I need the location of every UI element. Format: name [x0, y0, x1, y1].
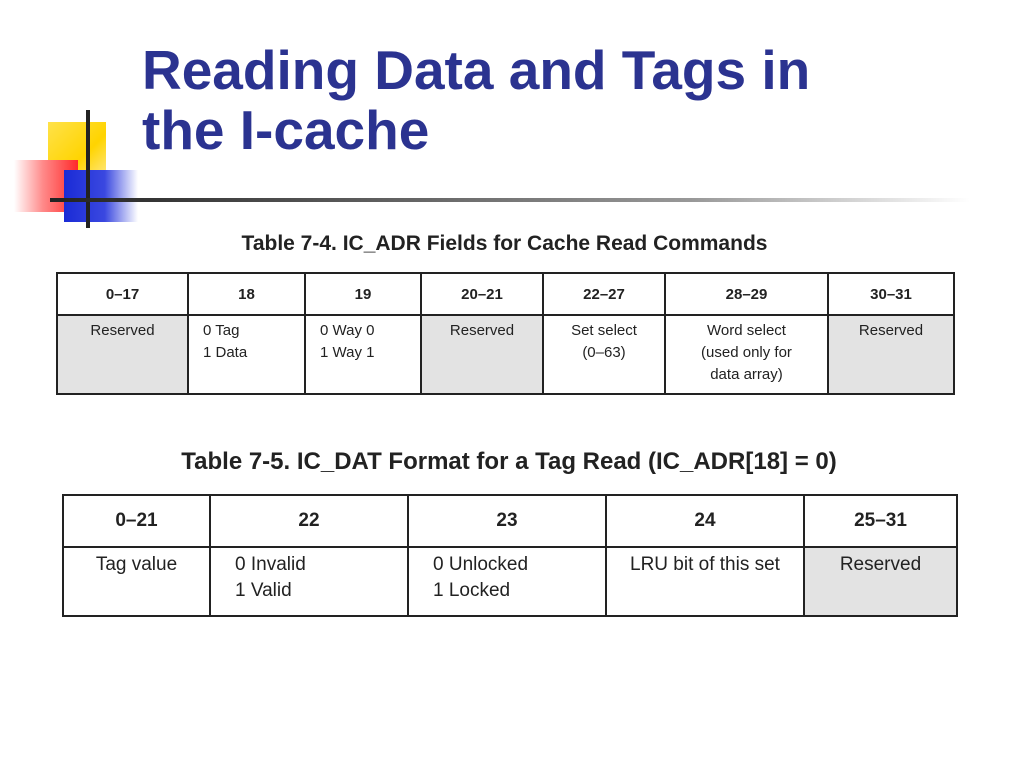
slide-title-line-2: the I-cache — [142, 99, 430, 161]
header-bits: 19 — [305, 273, 421, 315]
table-row — [63, 547, 957, 616]
header-bits: 24 — [606, 495, 804, 547]
table-7-4-caption: Table 7-4. IC_ADR Fields for Cache Read Commands — [241, 232, 768, 255]
cell-locked — [408, 547, 606, 616]
header-bits: 25–31 — [804, 495, 957, 547]
cell-line: Set select — [571, 322, 637, 339]
cell-reserved: Reserved — [421, 315, 543, 394]
cell-line: (used only for — [701, 344, 792, 361]
header-bits: 0–17 — [57, 273, 188, 315]
cell-way — [305, 315, 421, 394]
header-bits: 18 — [188, 273, 305, 315]
slide-title-line-1: Reading Data and Tags in — [142, 39, 811, 101]
cell-line: (0–63) — [582, 344, 626, 361]
table-header-row — [57, 273, 954, 315]
header-bits: 23 — [408, 495, 606, 547]
cell-lru-bit: LRU bit of this set — [606, 547, 804, 616]
cell-tag-data — [188, 315, 305, 394]
cell-reserved: Reserved — [804, 547, 957, 616]
cell-set-select — [543, 315, 665, 394]
decor-blue-square — [64, 170, 138, 222]
cell-line: 1 Data — [203, 344, 248, 361]
cell-line: 0 Unlocked — [433, 554, 529, 575]
header-bits: 28–29 — [665, 273, 828, 315]
decor-vertical-line — [86, 110, 90, 228]
ic-dat-format-table — [62, 494, 958, 617]
header-bits: 20–21 — [421, 273, 543, 315]
title-underline — [50, 198, 970, 202]
header-bits: 22–27 — [543, 273, 665, 315]
cell-reserved: Reserved — [57, 315, 188, 394]
cell-line: data array) — [710, 366, 783, 383]
cell-line: 1 Valid — [235, 580, 292, 601]
cell-line: 1 Locked — [433, 580, 511, 601]
cell-word-select — [665, 315, 828, 394]
cell-valid — [210, 547, 408, 616]
header-bits: 30–31 — [828, 273, 954, 315]
header-bits: 22 — [210, 495, 408, 547]
cell-line: 0 Way 0 — [320, 322, 375, 339]
table-row — [57, 315, 954, 394]
cell-line: 0 Invalid — [235, 554, 306, 575]
table-header-row — [63, 495, 957, 547]
table-7-5-caption: Table 7-5. IC_DAT Format for a Tag Read (IC_ADR[18] = 0) — [181, 448, 837, 475]
cell-line: Word select — [707, 322, 786, 339]
cell-line: 1 Way 1 — [320, 344, 375, 361]
cell-line: 0 Tag — [203, 322, 240, 339]
header-bits: 0–21 — [63, 495, 210, 547]
slide-title — [142, 40, 982, 160]
ic-adr-fields-table — [56, 272, 955, 395]
cell-reserved: Reserved — [828, 315, 954, 394]
cell-tag-value: Tag value — [63, 547, 210, 616]
